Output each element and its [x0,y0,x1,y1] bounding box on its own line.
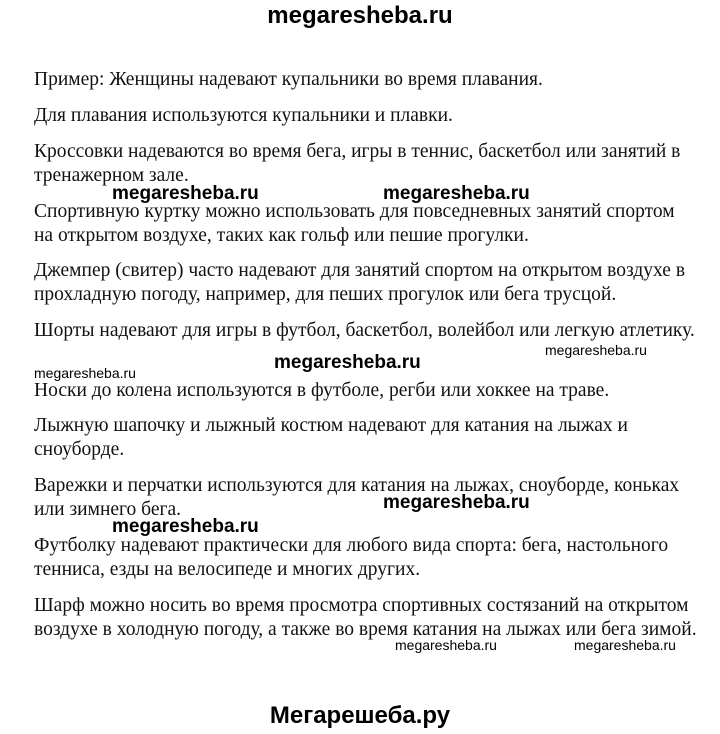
paragraph-sneakers: Кроссовки надеваются во время бега, игры в теннис, баскетбол или занятий в тренажерном зале. [34,141,681,186]
watermark-small: megaresheba.ru [34,365,136,381]
paragraph-scarf: Шарф можно носить во время просмотра спортивных состязаний на открытом воздухе в холодную погоду, а также во время катания на лыжах или бега зимой. [34,595,697,640]
paragraph-shorts: Шорты надевают для игры в футбол, баскетбол, волейбол или легкую атлетику. [34,320,695,341]
paragraph-jumper: Джемпер (свитер) часто надевают для занятий спортом на открытом воздухе в прохладную погоду, например, для пеших прогулок или бега трусцой. [34,260,686,305]
watermark: megaresheba.ru [112,183,259,204]
site-footer: Мегарешеба.ру [269,702,451,729]
paragraph-example: Пример: Женщины надевают купальники во время плавания. [34,69,543,90]
watermark-small: megaresheba.ru [545,342,647,358]
watermark-small: megaresheba.ru [395,637,497,653]
watermark: megaresheba.ru [383,492,530,513]
paragraph-swimming: Для плавания используются купальники и плавки. [34,105,453,126]
site-header: megaresheba.ru [267,2,453,29]
paragraph-socks: Носки до колена используются в футболе, регби или хоккее на траве. [34,380,610,401]
paragraph-mittens: Варежки и перчатки используются для катания на лыжах, сноуборде, коньках или зимнего бега. [34,475,680,520]
paragraph-ski-hat: Лыжную шапочку и лыжный костюм надевают для катания на лыжах и сноуборде. [34,415,628,460]
watermark: megaresheba.ru [274,352,421,373]
watermark: megaresheba.ru [112,516,259,537]
paragraph-tshirt: Футболку надевают практически для любого вида спорта: бега, настольного тенниса, езды на велосипеде и многих других. [34,535,669,580]
watermark-small: megaresheba.ru [574,637,676,653]
paragraph-jacket: Спортивную куртку можно использовать для повседневных занятий спортом на открытом воздухе, таких как гольф или пешие прогулки. [34,201,675,246]
watermark: megaresheba.ru [383,183,530,204]
